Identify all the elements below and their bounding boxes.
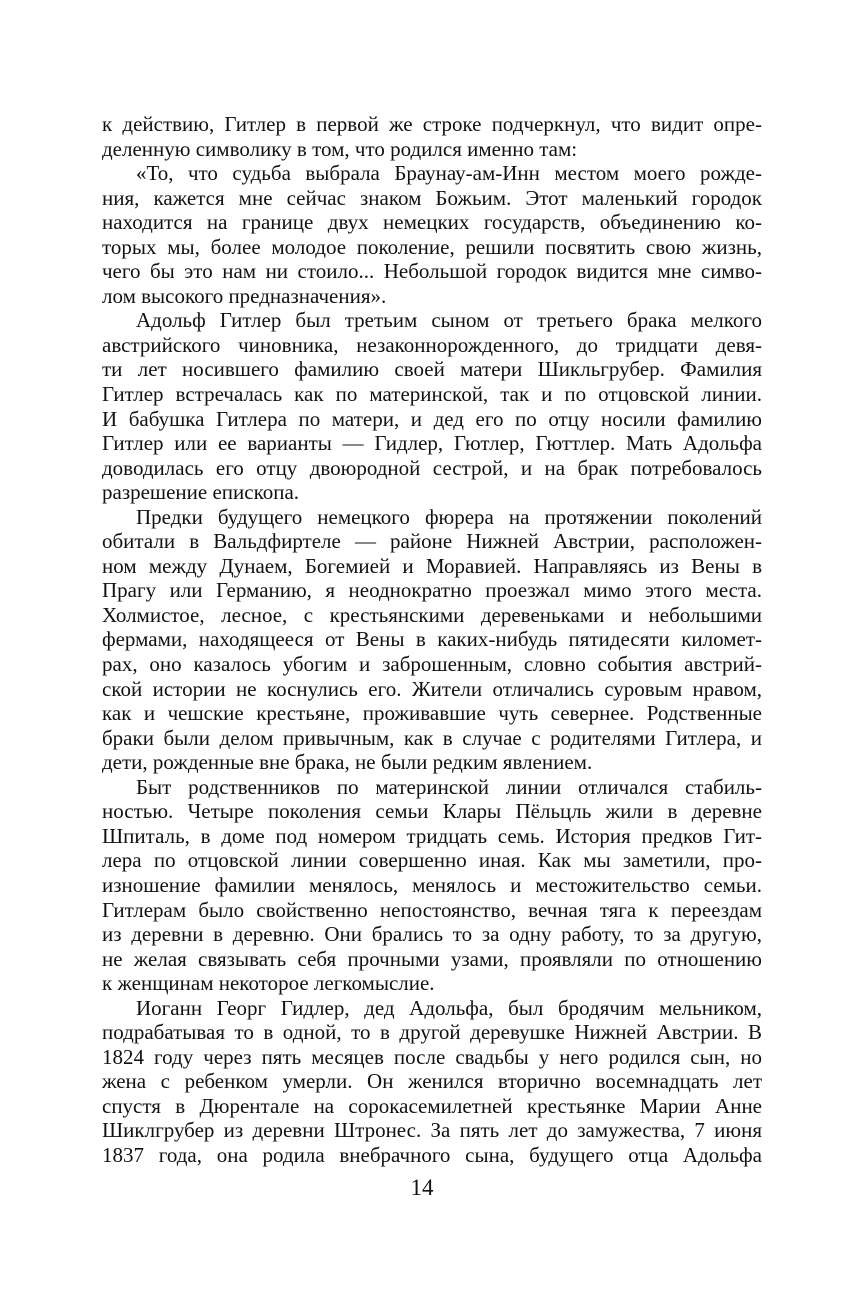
- text-line: лера по отцовской линии совершенно иная. Как мы заметили, про-: [102, 848, 762, 873]
- text-line: лом высокого предназначения».: [102, 283, 387, 308]
- text-line: Шпиталь, в доме под номером тридцать семь. История предков Гит-: [102, 823, 762, 848]
- text-line: браки были делом привычным, как в случае с родителями Гитлера, и: [102, 725, 762, 750]
- text-line: И бабушка Гитлера по матери, и дед его по отцу носили фамилию: [102, 406, 762, 431]
- text-line: Прагу или Германию, я неоднократно проезжал мимо этого места.: [102, 578, 762, 603]
- text-line: находится на границе двух немецких государств, объединению ко-: [102, 210, 762, 235]
- text-line: деленную символику в том, что родился именно там:: [102, 136, 578, 161]
- text-line: как и чешские крестьяне, проживавшие чуть севернее. Родственные: [102, 701, 762, 726]
- text-line: доводилась его отцу двоюродной сестрой, и на брак потребовалось: [102, 455, 762, 480]
- text-line: обитали в Вальдфиртеле — районе Нижней Австрии, расположен-: [102, 529, 762, 554]
- text-line: ном между Дунаем, Богемией и Моравией. Направляясь из Вены в: [102, 553, 762, 578]
- text-line: 1837 года, она родила внебрачного сына, будущего отца Адольфа: [102, 1142, 762, 1167]
- text-line: не желая связывать себя прочными узами, проявляли по отношению: [102, 946, 762, 971]
- text-line: из деревни в деревню. Они брались то за одну работу, то за другую,: [102, 922, 762, 947]
- text-line: Гитлерам было свойственно непостоянство, вечная тяга к переездам: [102, 897, 762, 922]
- text-line: Шиклгрубер из деревни Штронес. За пять лет до замужества, 7 июня: [102, 1118, 762, 1143]
- text-line: ти лет носившего фамилию своей матери Шикльгрубер. Фамилия: [102, 357, 762, 382]
- text-line: разрешение епископа.: [102, 480, 300, 505]
- text-line: дети, рожденные вне брака, не были редким явлением.: [102, 750, 593, 775]
- text-line: к действию, Гитлер в первой же строке подчеркнул, что видит опре-: [102, 112, 762, 136]
- text-line: к женщинам некоторое легкомыслие.: [102, 971, 435, 996]
- text-line: ностью. Четыре поколения семьи Клары Пёльцль жили в деревне: [102, 799, 762, 824]
- text-line: рах, оно казалось убогим и заброшенным, словно события австрий-: [102, 652, 762, 677]
- text-line: Гитлер или ее варианты — Гидлер, Гютлер, Гюттлер. Мать Адольфа: [102, 431, 762, 456]
- text-line: торых мы, более молодое поколение, решили посвятить свою жизнь,: [102, 234, 762, 259]
- text-line: спустя в Дюрентале на сорокасемилетней крестьянке Марии Анне: [102, 1093, 762, 1118]
- text-line: Быт родственников по материнской линии отличался стабиль-: [136, 774, 762, 799]
- text-line: 1824 году через пять месяцев после свадьбы у него родился сын, но: [102, 1044, 762, 1069]
- text-line: подрабатывая то в одной, то в другой деревушке Нижней Австрии. В: [102, 1020, 762, 1045]
- text-line: Холмистое, лесное, с крестьянскими деревеньками и небольшими: [102, 602, 762, 627]
- text-line: ния, кажется мне сейчас знаком Божьим. Этот маленький городок: [102, 185, 762, 210]
- text-line: Предки будущего немецкого фюрера на протяжении поколений: [136, 504, 762, 529]
- text-line: Гитлер встречалась как по материнской, так и по отцовской линии.: [102, 382, 762, 407]
- text-line: Иоганн Георг Гидлер, дед Адольфа, был бродячим мельником,: [136, 995, 762, 1020]
- text-line: жена с ребенком умерли. Он женился вторично восемнадцать лет: [102, 1069, 762, 1094]
- text-line: Адольф Гитлер был третьим сыном от третьего брака мелкого: [136, 308, 762, 333]
- page-text-body: [102, 112, 762, 1168]
- text-line: изношение фамилии менялось, менялось и местожительство семьи.: [102, 872, 762, 897]
- text-line: австрийского чиновника, незаконнорожденного, до тридцати девя-: [102, 332, 762, 357]
- text-line: ской истории не коснулись его. Жители отличались суровым нравом,: [102, 676, 762, 701]
- text-line: чего бы это нам ни стоило... Небольшой городок видится мне симво-: [102, 259, 762, 284]
- text-line: фермами, находящееся от Вены в каких-нибудь пятидесяти километ-: [102, 627, 762, 652]
- text-line: «То, что судьба выбрала Браунау-ам-Инн местом моего рожде-: [136, 161, 762, 186]
- page-number: 14: [410, 1175, 434, 1200]
